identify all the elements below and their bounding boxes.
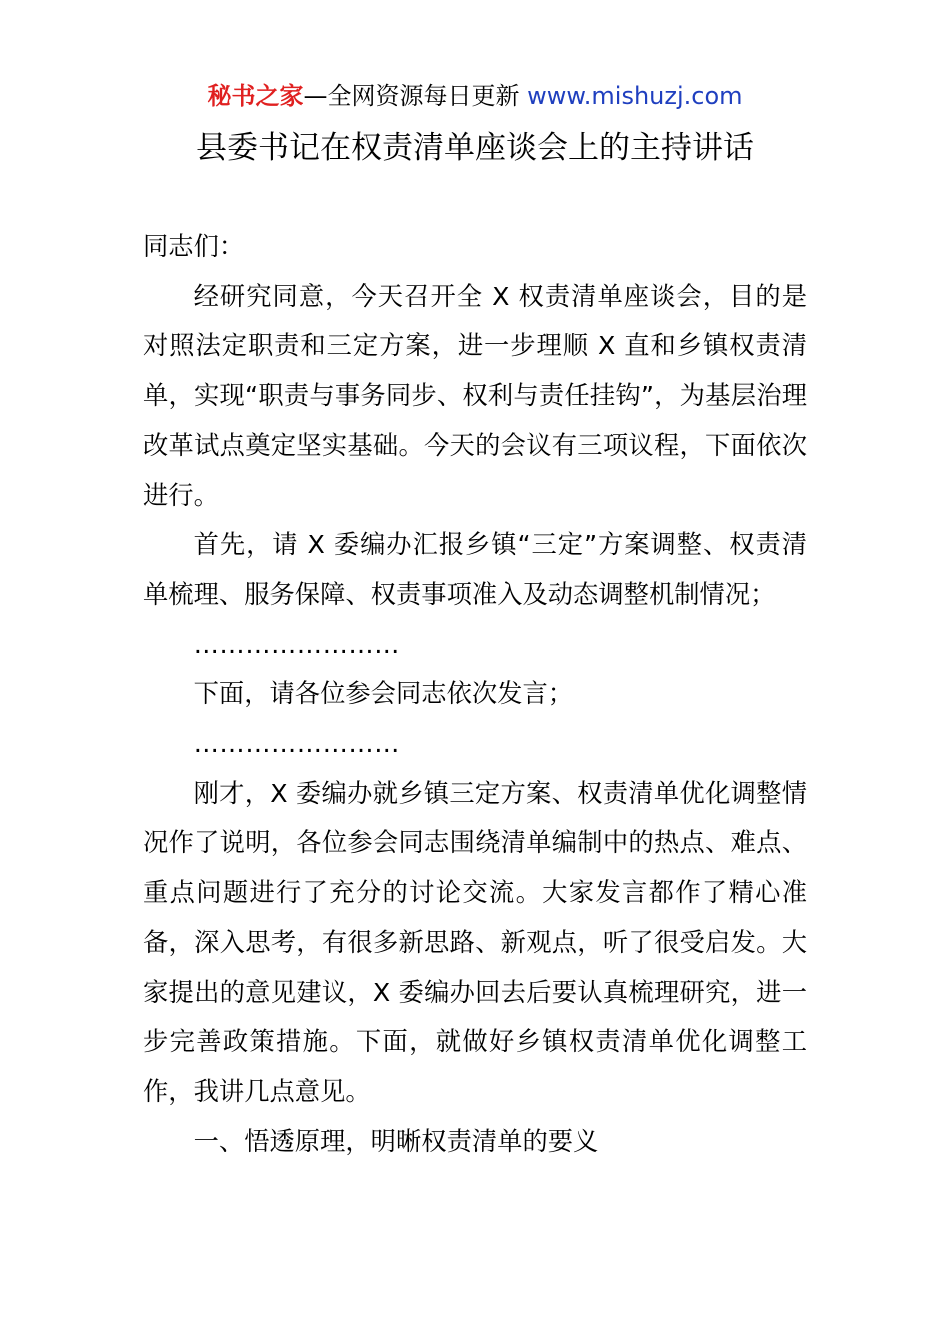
site-tagline: —全网资源每日更新 <box>303 82 528 110</box>
paragraph-agenda-first: 首先，请 X 委编办汇报乡镇“三定”方案调整、权责清单梳理、服务保障、权责事项准入及动态调整机制情况； <box>143 530 807 609</box>
site-brand: 秘书之家 <box>207 82 304 110</box>
site-header <box>0 80 950 112</box>
ellipsis-line: …………………… <box>193 629 400 659</box>
document-title: 县委书记在权责清单座谈会上的主持讲话 <box>196 130 754 166</box>
paragraph-intro: 经研究同意，今天召开全 X 权责清单座谈会，目的是对照法定职责和三定方案，进一步理顺 X 直和乡镇权责清单，实现“职责与事务同步、权利与责任挂钩”，为基层治理改革试点奠定坚实基础。今天的会议有三项议程，下面依次进行。 <box>143 281 807 510</box>
ellipsis-line: …………………… <box>193 729 400 759</box>
paragraph-summary: 刚才，X 委编办就乡镇三定方案、权责清单优化调整情况作了说明，各位参会同志围绕清单编制中的热点、难点、重点问题进行了充分的讨论交流。大家发言都作了精心准备，深入思考，有很多新思路、新观点，听了很受启发。大家提出的意见建议，X 委编办回去后要认真梳理研究，进一步完善政策措施。下面，就做好乡镇权责清单优化调整工作，我讲几点意见。 <box>143 778 807 1106</box>
salutation: 同志们： <box>143 232 245 261</box>
paragraph-agenda-speeches: 下面，请各位参会同志依次发言； <box>193 679 574 709</box>
document-body <box>143 222 807 1166</box>
site-url[interactable]: www.mishuzj.com <box>527 82 743 110</box>
section-heading-1: 一、悟透原理，明晰权责清单的要义 <box>193 1126 599 1156</box>
